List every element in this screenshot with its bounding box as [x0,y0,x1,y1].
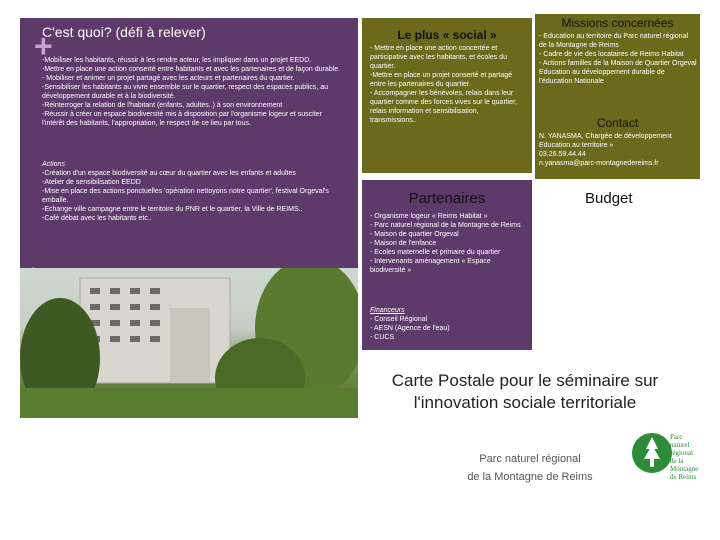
mission-item: - Education au territoire du Parc naturel régional de la Montagne de Reims [539,33,689,49]
funding-title: Financeurs [370,307,405,314]
action-item: -Création d'un espace biodiversité au cœur du quartier avec les enfants et adultes [42,170,296,177]
challenge-text [42,56,342,128]
budget-title: Budget [585,190,633,207]
postcard-line: Carte Postale pour le séminaire sur [391,371,659,390]
social-item: -Mettre en place un projet conserté et partagé entre les partenaires du quartier. [370,72,513,88]
action-item: -Echange ville campagne entre le territoire du PNR et le quartier, la Ville de REIMS.. [42,206,303,213]
postcard-title [360,370,690,414]
contact-line: N. YANASMA, Chargée de développement Education au territoire » [539,133,672,149]
partners-list [370,212,525,275]
challenge-paragraph: -Mettre en place une action conserté entre habitants et avec les partenaires et de façon durable. [42,66,341,73]
parc-name [455,450,605,486]
partner-item: - Parc naturel régional de la Montagne de Reims [370,222,521,229]
social-panel [362,18,532,173]
mission-item: - Actions familles de la Maison de Quartier Orgeval [539,60,697,67]
partner-item: - Maison de l'enfance [370,240,437,247]
social-item: - Mettre en place une action concertée et participative avec les habitants, et écoles du quartier. [370,45,507,70]
contact-list [539,132,697,168]
challenge-paragraph: -Sensibiliser les habitants au vivre ensemble sur le quartier, respect des espaces publics, au développement durable et à la biodiversité. [42,84,328,100]
partners-panel [362,180,532,350]
trailing-mark: . [32,263,34,270]
partner-item: - Intervenants aménagement « Espace biodiversité » [370,258,491,274]
logo-text-line: de la Montagne [670,457,699,473]
actions-title: Actions [42,161,65,168]
partner-item: - Maison de quartier Orgeval [370,231,459,238]
challenge-title: C'est quoi? (défi à relever) [42,24,206,40]
logo-text-line: de Reims [670,473,697,481]
action-item: -Mise en place des actions ponctuelles 'opération nettoyons notre quartier', festival Orgeval's emballe. [42,188,329,204]
mission-item: Education au développement durable de l'éducation Nationale [539,69,665,85]
contact-phone: 03.26.59.44.44 [539,151,586,158]
funding-item: - Conseil Régional [370,316,428,323]
neighborhood-photo [20,268,358,418]
building-illustration [20,268,358,418]
logo-text-line: régional [670,449,693,457]
funding-item: - CUCS [370,334,395,341]
partner-item: - Ecoles maternelle et primaire du quartier [370,249,501,256]
mission-item: - Cadre de vie des locataires de Reims Habitat [539,51,684,58]
funding-list [370,306,525,342]
social-title: Le plus « social » [397,28,497,42]
logo-text [670,433,700,481]
action-item: -Atelier de sensibilisation EEDD [42,179,141,186]
action-item: -Café débat avec les habitants etc.. [42,215,152,222]
logo-text-line: naturel [670,441,690,449]
partner-item: - Organisme logeur « Reims Habitat » [370,213,488,220]
logo-text-line: Parc [670,433,683,441]
actions-text [42,160,342,223]
missions-panel [535,14,700,179]
social-item: - Accompagner les bénévoles, relais dans leur quartier comme des forces vives sur le quartier, relais information et sensibilisation, transmissions.. [370,90,518,124]
social-list [370,44,525,125]
plus-icon: + [34,28,53,64]
contact-email: n.yanasma@parc-montagnedereims.fr [539,160,659,167]
challenge-paragraph: -Mobiliser les habitants, réussir à les rendre acteur, les impliquer dans un projet EEDD. [42,57,312,64]
parc-logo [630,415,700,505]
funding-item: - AESN (Agence de l'eau) [370,325,450,332]
challenge-paragraph: -Réinterroger la relation de l'habitant (enfants, adultes..) à son environnement [42,102,283,109]
missions-list [539,32,697,86]
challenge-paragraph: -Réussir à créer un espace biodiversité mis à disposition par l'organisme logeur et susciter l'intérêt des habitants, l'appropriation, le respect de ce lieu par tous. [42,111,322,127]
contact-title: Contact [596,116,639,130]
postcard-line: l'innovation sociale territoriale [413,393,637,412]
parc-line: de la Montagne de Reims [467,471,593,483]
partners-title: Partenaires [408,190,486,207]
challenge-paragraph: - Mobiliser et animer un projet partagé avec les acteurs et partenaires du quartier. [42,75,295,82]
missions-title: Missions concernées [561,16,674,30]
parc-line: Parc naturel régional [479,453,581,465]
